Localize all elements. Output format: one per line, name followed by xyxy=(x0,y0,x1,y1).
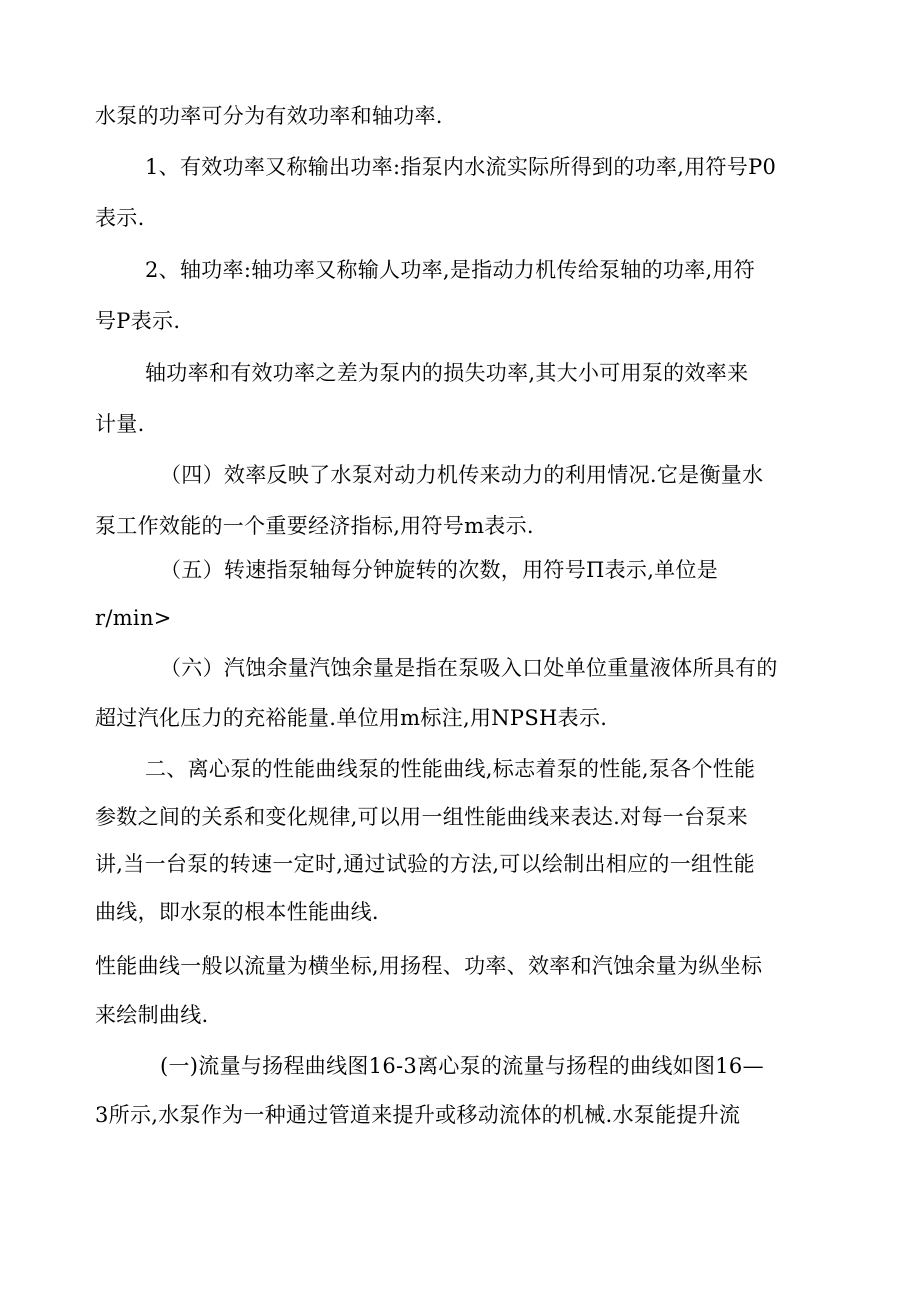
paragraph-7-line-1: （六）汽蚀余量汽蚀余量是指在泵吸入口处单位重量液体所具有的 xyxy=(160,656,778,680)
paragraph-10-line-2: 3所示,水泵作为一种通过管道来提升或移动流体的机械.水泵能提升流 xyxy=(95,1103,741,1127)
paragraph-8-line-1: 二、离心泵的性能曲线泵的性能曲线,标志着泵的性能,泵各个性能 xyxy=(145,757,756,781)
paragraph-6-line-2: r/min> xyxy=(95,606,172,630)
paragraph-4-line-2: 计量. xyxy=(95,412,145,436)
paragraph-5-line-1: （四）效率反映了水泵对动力机传来动力的利用情况.它是衡量水 xyxy=(160,463,764,487)
paragraph-8-line-3: 讲,当一台泵的转速一定时,通过试验的方法,可以绘制出相应的一组性能 xyxy=(95,852,755,876)
paragraph-2-line-2: 表示. xyxy=(95,206,145,230)
paragraph-8-line-2: 参数之间的关系和变化规律,可以用一组性能曲线来表达.对每一台泵来 xyxy=(95,805,748,829)
paragraph-10-line-1: (一)流量与扬程曲线图16-3离心泵的流量与扬程的曲线如图16— xyxy=(160,1054,764,1078)
paragraph-3-line-1: 2、轴功率:轴功率又称输人功率,是指动力机传给泵轴的功率,用符 xyxy=(145,258,756,282)
paragraph-9-line-2: 来绘制曲线. xyxy=(95,1003,209,1027)
paragraph-5-line-2: 泵工作效能的一个重要经济指标,用符号m表示. xyxy=(95,514,534,538)
paragraph-1-line-1: 水泵的功率可分为有效功率和轴功率. xyxy=(95,104,443,128)
paragraph-2-line-1: 1、有效功率又称输出功率:指泵内水流实际所得到的功率,用符号P0 xyxy=(145,155,777,179)
paragraph-8-line-4: 曲线，即水泵的根本性能曲线. xyxy=(95,900,379,924)
paragraph-6-line-1: （五）转速指泵轴每分钟旋转的次数，用符号Π表示,单位是 xyxy=(160,558,719,582)
paragraph-3-line-2: 号P表示. xyxy=(95,309,181,333)
paragraph-4-line-1: 轴功率和有效功率之差为泵内的损失功率,其大小可用泵的效率来 xyxy=(145,361,749,385)
paragraph-7-line-2: 超过汽化压力的充裕能量.单位用m标注,用NPSH表示. xyxy=(95,706,608,730)
paragraph-9-line-1: 性能曲线一般以流量为横坐标,用扬程、功率、效率和汽蚀余量为纵坐标 xyxy=(95,954,763,978)
